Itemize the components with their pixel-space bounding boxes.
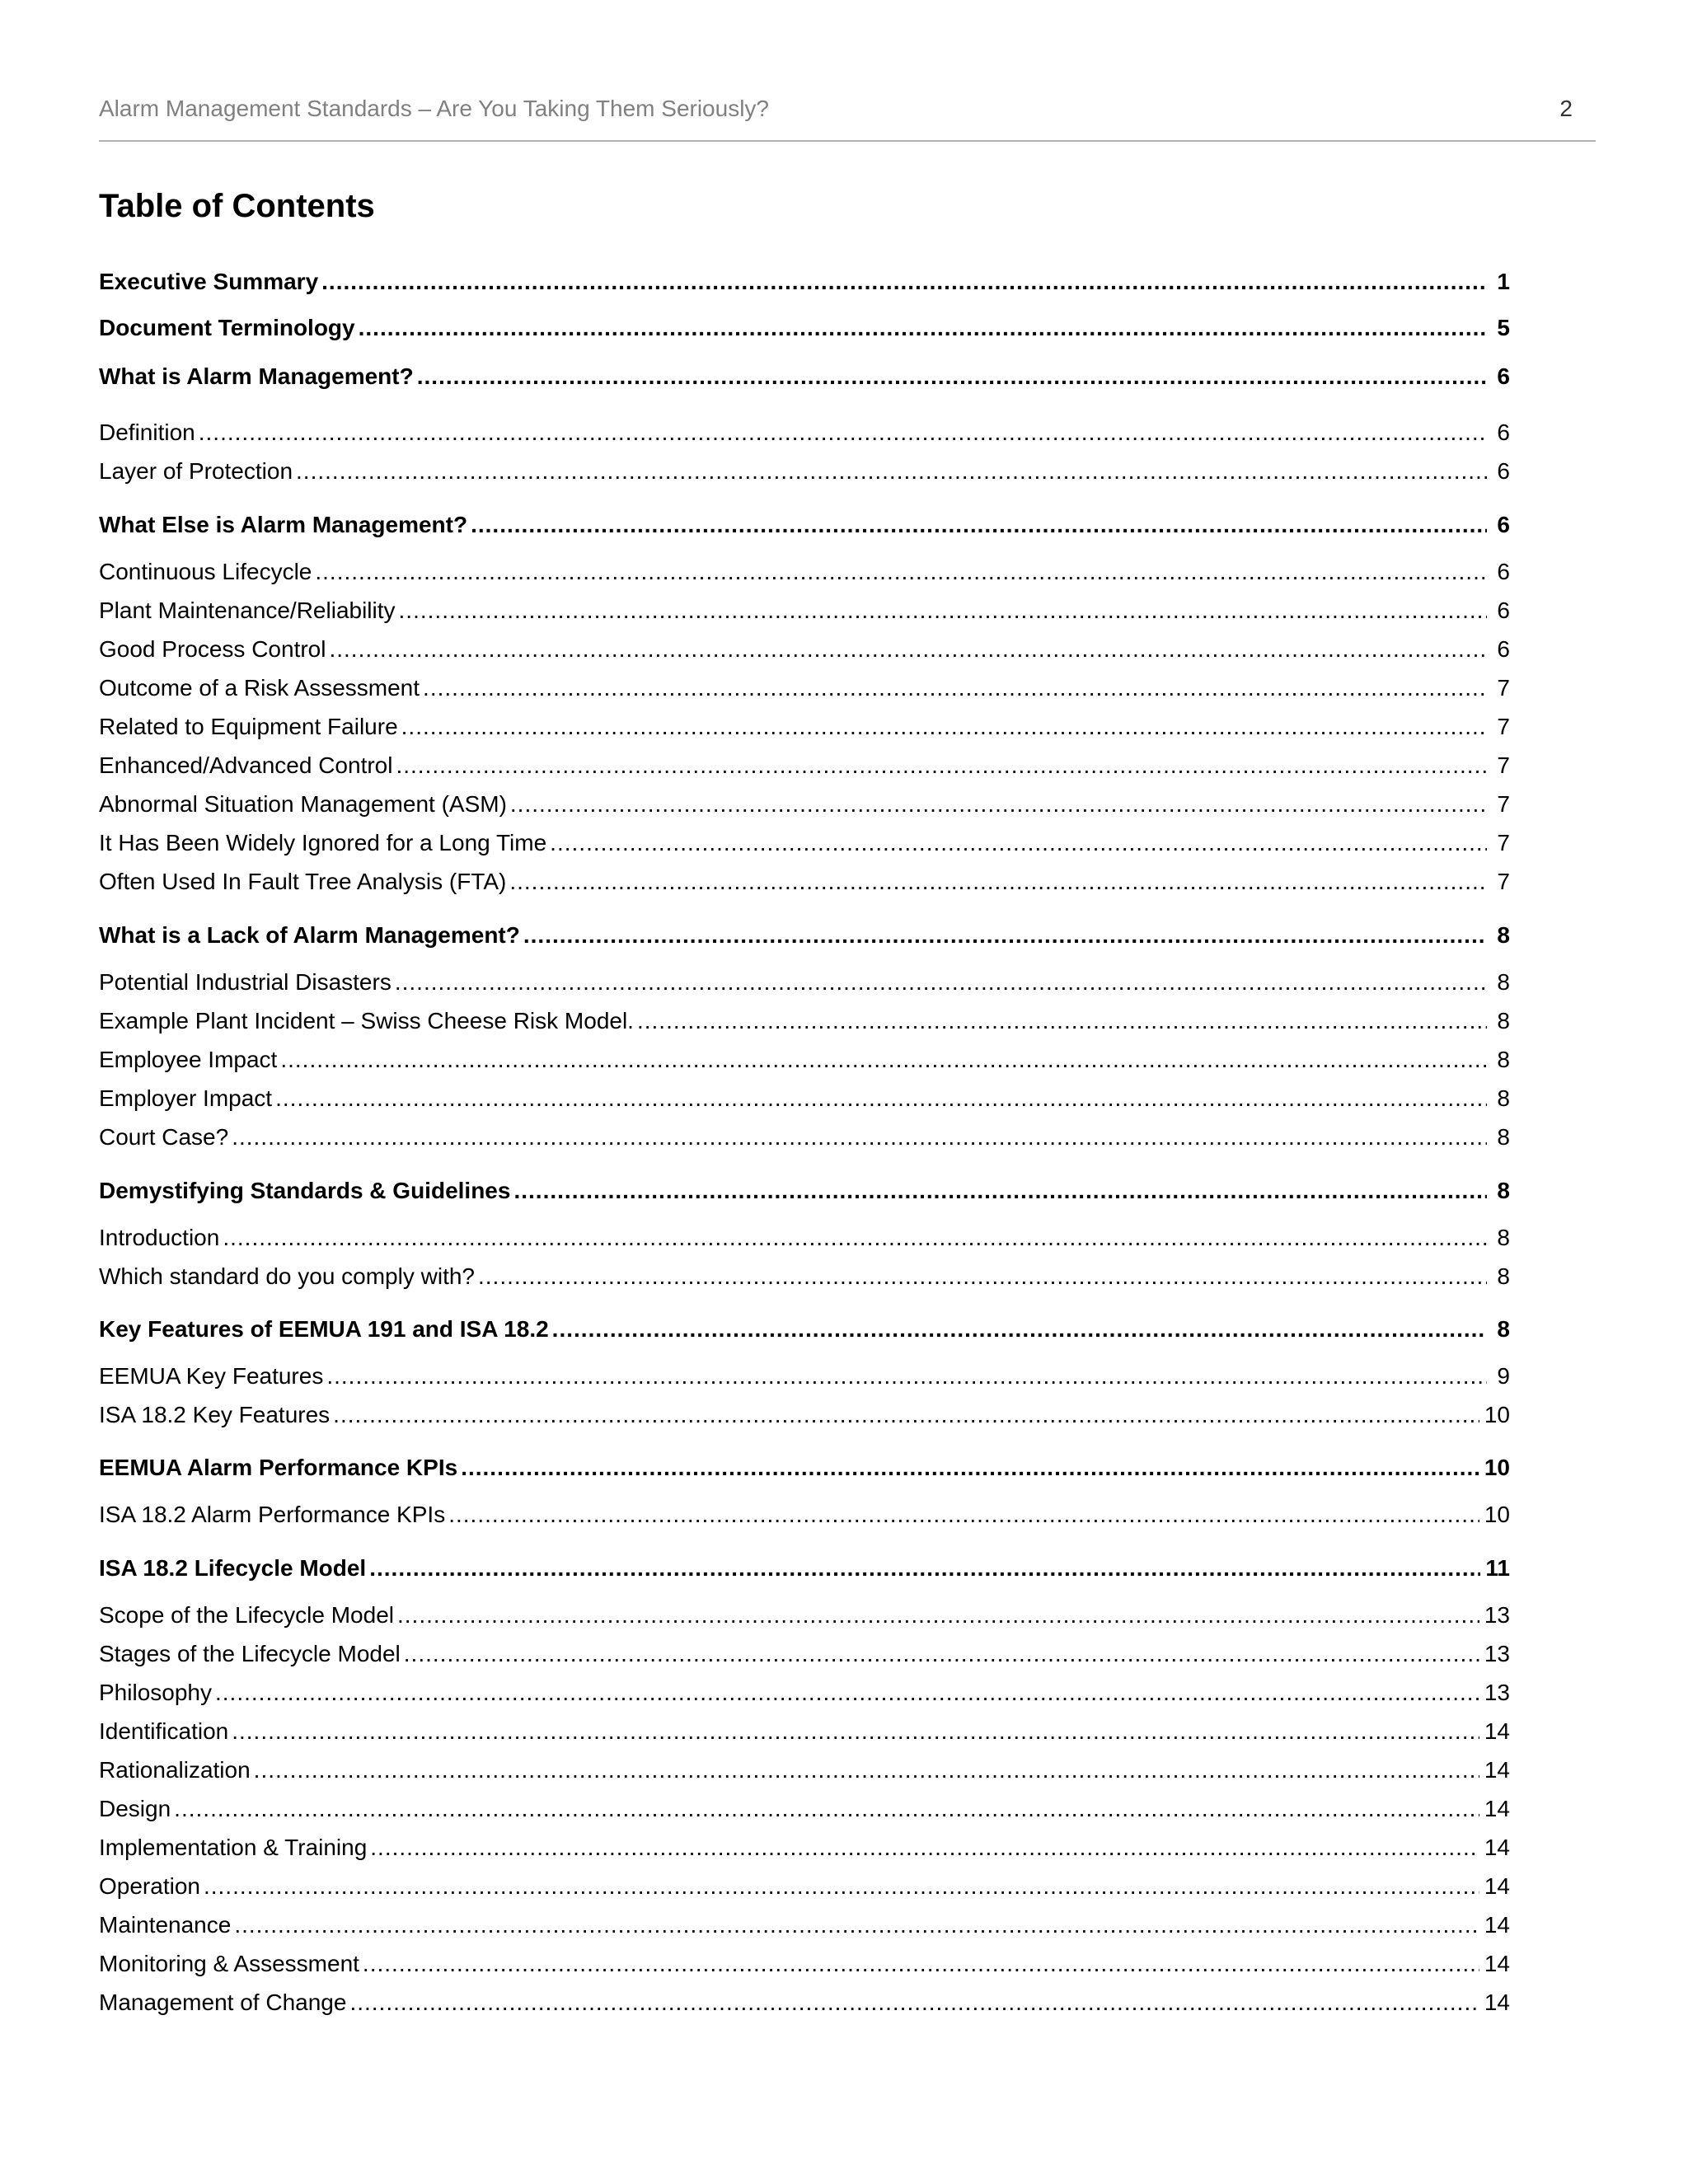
toc-subsection-entry[interactable] [99,1599,1510,1632]
toc-entry-page: 7 [1497,752,1510,778]
toc-dot-leader [395,966,1487,999]
toc-subsection-entry[interactable] [99,1260,1510,1293]
toc-entry-page: 7 [1497,869,1510,894]
toc-entry-page: 11 [1485,1555,1510,1581]
toc-entry-page: 7 [1497,675,1510,701]
toc-subsection-entry[interactable] [99,865,1510,898]
toc-dot-leader [552,1313,1487,1346]
toc-entry-page: 6 [1497,363,1510,389]
toc-dot-leader [510,788,1487,821]
toc-dot-leader [215,1676,1479,1709]
toc-dot-leader [461,1451,1479,1484]
toc-entry-page: 6 [1497,559,1510,584]
toc-entry-page: 7 [1497,830,1510,855]
toc-dot-leader [509,865,1487,898]
toc-dot-leader [232,1715,1479,1748]
page-number: 2 [1559,96,1573,121]
toc-entry-page: 6 [1497,458,1510,484]
toc-entry-label: EEMUA Alarm Performance KPIs [99,1455,458,1480]
toc-entry-label: Enhanced/Advanced Control [99,752,393,778]
toc-subsection-entry[interactable] [99,1676,1510,1709]
toc-entry-label: Related to Equipment Failure [99,714,398,739]
toc-entry-page: 10 [1484,1455,1510,1480]
toc-subsection-entry[interactable] [99,966,1510,999]
toc-subsection-entry[interactable] [99,1498,1510,1531]
toc-entry-page: 13 [1484,1680,1510,1705]
toc-entry-page: 13 [1484,1641,1510,1666]
toc-entry-page: 14 [1484,1912,1510,1938]
toc-dot-leader [275,1082,1487,1115]
toc-subsection-entry[interactable] [99,749,1510,782]
toc-dot-leader [478,1260,1487,1293]
toc-entry-page: 10 [1484,1502,1510,1527]
toc-entry-page: 10 [1484,1402,1510,1427]
toc-dot-leader [234,1909,1479,1942]
toc-dot-leader [448,1498,1479,1531]
toc-entry-label: Often Used In Fault Tree Analysis (FTA) [99,869,507,894]
toc-entry-page: 8 [1497,1124,1510,1150]
toc-dot-leader [329,633,1487,666]
toc-dot-leader [550,827,1487,860]
toc-dot-leader [417,360,1487,393]
toc-entry-label: Court Case? [99,1124,229,1150]
toc-section-entry[interactable] [99,919,1510,952]
toc-dot-leader [321,265,1487,298]
toc-entry-page: 5 [1497,315,1510,340]
toc-entry-label: Demystifying Standards & Guidelines [99,1178,511,1203]
toc-dot-leader [174,1793,1479,1825]
toc-entry-page: 13 [1484,1602,1510,1628]
toc-entry-page: 14 [1484,1873,1510,1899]
toc-dot-leader [397,1599,1479,1632]
toc-entry-page: 8 [1497,969,1510,995]
toc-entry-label: Example Plant Incident – Swiss Cheese Risk Model. [99,1008,634,1033]
toc-dot-leader [363,1947,1479,1980]
toc-dot-leader [349,1986,1479,2019]
toc-entry-page: 7 [1497,714,1510,739]
toc-entry-label: Operation [99,1873,200,1899]
toc-dot-leader [254,1754,1479,1787]
toc-entry-label: ISA 18.2 Alarm Performance KPIs [99,1502,446,1527]
toc-entry-label: Maintenance [99,1912,232,1938]
toc-entry-label: Employee Impact [99,1047,278,1072]
toc-entry-label: What is Alarm Management? [99,363,414,389]
toc-subsection-entry[interactable] [99,1831,1510,1864]
toc-dot-leader [296,455,1487,488]
toc-entry-label: Implementation & Training [99,1835,368,1860]
toc-entry-label: Document Terminology [99,315,355,340]
toc-entry-page: 8 [1497,1263,1510,1289]
toc-dot-leader [199,416,1487,449]
toc-entry-label: Management of Change [99,1990,347,2015]
toc-entry-label: Layer of Protection [99,458,293,484]
toc-subsection-entry[interactable] [99,1043,1510,1076]
toc-section-entry[interactable] [99,265,1510,298]
toc-entry-label: Rationalization [99,1757,251,1783]
toc-section-entry[interactable] [99,1313,1510,1346]
toc-subsection-entry[interactable] [99,1221,1510,1254]
toc-entry-label: Which standard do you comply with? [99,1263,475,1289]
toc-entry-label: Continuous Lifecycle [99,559,312,584]
toc-entry-page: 9 [1497,1363,1510,1389]
toc-entry-page: 14 [1484,1718,1510,1744]
toc-dot-leader [370,1831,1479,1864]
toc-entry-page: 14 [1484,1757,1510,1783]
toc-entry-label: Outcome of a Risk Assessment [99,675,420,701]
toc-dot-leader [401,710,1487,743]
page-header [99,92,1596,142]
toc-entry-label: Key Features of EEMUA 191 and ISA 18.2 [99,1316,549,1342]
toc-entry-page: 6 [1497,636,1510,662]
toc-entry-label: Philosophy [99,1680,212,1705]
toc-subsection-entry[interactable] [99,1909,1510,1942]
toc-entry-page: 8 [1497,1047,1510,1072]
toc-entry-page: 6 [1497,598,1510,623]
toc-subsection-entry[interactable] [99,1754,1510,1787]
toc-dot-leader [333,1399,1479,1432]
toc-entry-label: Stages of the Lifecycle Model [99,1641,401,1666]
toc-subsection-entry[interactable] [99,594,1510,627]
toc-section-entry[interactable] [99,1552,1510,1585]
toc-entry-page: 14 [1484,1835,1510,1860]
toc-dot-leader [223,1221,1487,1254]
toc-entry-page: 7 [1497,791,1510,817]
toc-subsection-entry[interactable] [99,788,1510,821]
toc-entry-page: 6 [1497,512,1510,537]
toc-subsection-entry[interactable] [99,633,1510,666]
toc-dot-leader [315,555,1487,588]
toc-dot-leader [404,1638,1479,1671]
toc-subsection-entry[interactable] [99,1793,1510,1825]
toc-dot-leader [523,919,1487,952]
toc-subsection-entry[interactable] [99,416,1510,449]
toc-subsection-entry[interactable] [99,555,1510,588]
toc-dot-leader [396,749,1487,782]
toc-entry-page: 14 [1484,1990,1510,2015]
toc-entry-label: Employer Impact [99,1085,273,1111]
toc-subsection-entry[interactable] [99,1360,1510,1393]
toc-entry-page: 14 [1484,1951,1510,1976]
toc-section-entry[interactable] [99,1174,1510,1207]
toc-entry-page: 8 [1497,1085,1510,1111]
toc-dot-leader [513,1174,1487,1207]
toc-dot-leader [471,509,1487,541]
toc-subsection-entry[interactable] [99,672,1510,705]
toc-section-entry[interactable] [99,312,1510,344]
toc-subsection-entry[interactable] [99,1986,1510,2019]
toc-entry-label: ISA 18.2 Key Features [99,1402,331,1427]
toc-entry-label: What is a Lack of Alarm Management? [99,922,520,948]
toc-entry-label: ISA 18.2 Lifecycle Model [99,1555,367,1581]
toc-subsection-entry[interactable] [99,1947,1510,1980]
toc-entry-label: Design [99,1796,171,1821]
toc-subsection-entry[interactable] [99,1870,1510,1903]
toc-section-entry[interactable] [99,509,1510,541]
toc-entry-label: Scope of the Lifecycle Model [99,1602,394,1628]
toc-subsection-entry[interactable] [99,1082,1510,1115]
toc-dot-leader [232,1121,1487,1154]
toc-dot-leader [423,672,1487,705]
toc-entry-label: Definition [99,419,195,445]
toc-dot-leader [369,1552,1480,1585]
toc-subsection-entry[interactable] [99,455,1510,488]
toc-subsection-entry[interactable] [99,1715,1510,1748]
toc-entry-label: What Else is Alarm Management? [99,512,468,537]
toc-subsection-entry[interactable] [99,1399,1510,1432]
toc-section-entry[interactable] [99,360,1510,393]
toc-entry-page: 8 [1497,1225,1510,1250]
document-title: Alarm Management Standards – Are You Taking Them Seriously? [99,96,769,121]
toc-entry-label: Executive Summary [99,269,319,294]
toc-subsection-entry[interactable] [99,1121,1510,1154]
toc-subsection-entry[interactable] [99,827,1510,860]
toc-entry-label: Introduction [99,1225,220,1250]
toc-entry-page: 8 [1497,922,1510,948]
toc-entry-label: Plant Maintenance/Reliability [99,598,396,623]
toc-entry-label: Good Process Control [99,636,326,662]
toc-entry-page: 8 [1497,1008,1510,1033]
toc-entry-label: Identification [99,1718,229,1744]
toc-dot-leader [637,1005,1487,1038]
toc-dot-leader [280,1043,1487,1076]
toc-dot-leader [399,594,1487,627]
toc-entry-label: EEMUA Key Features [99,1363,324,1389]
toc-entry-page: 14 [1484,1796,1510,1821]
toc-entry-label: Abnormal Situation Management (ASM) [99,791,507,817]
toc-entry-label: Potential Industrial Disasters [99,969,392,995]
toc-entry-label: Monitoring & Assessment [99,1951,359,1976]
toc-entry-page: 6 [1497,419,1510,445]
toc-entry-label: It Has Been Widely Ignored for a Long Time [99,830,547,855]
toc-subsection-entry[interactable] [99,1005,1510,1038]
toc-heading: Table of Contents [99,188,375,224]
toc-entry-page: 8 [1497,1316,1510,1342]
toc-entry-page: 8 [1497,1178,1510,1203]
toc-dot-leader [204,1870,1479,1903]
toc-section-entry[interactable] [99,1451,1510,1484]
toc-entry-page: 1 [1497,269,1510,294]
toc-subsection-entry[interactable] [99,710,1510,743]
toc-subsection-entry[interactable] [99,1638,1510,1671]
toc-dot-leader [326,1360,1487,1393]
toc-dot-leader [359,312,1487,344]
